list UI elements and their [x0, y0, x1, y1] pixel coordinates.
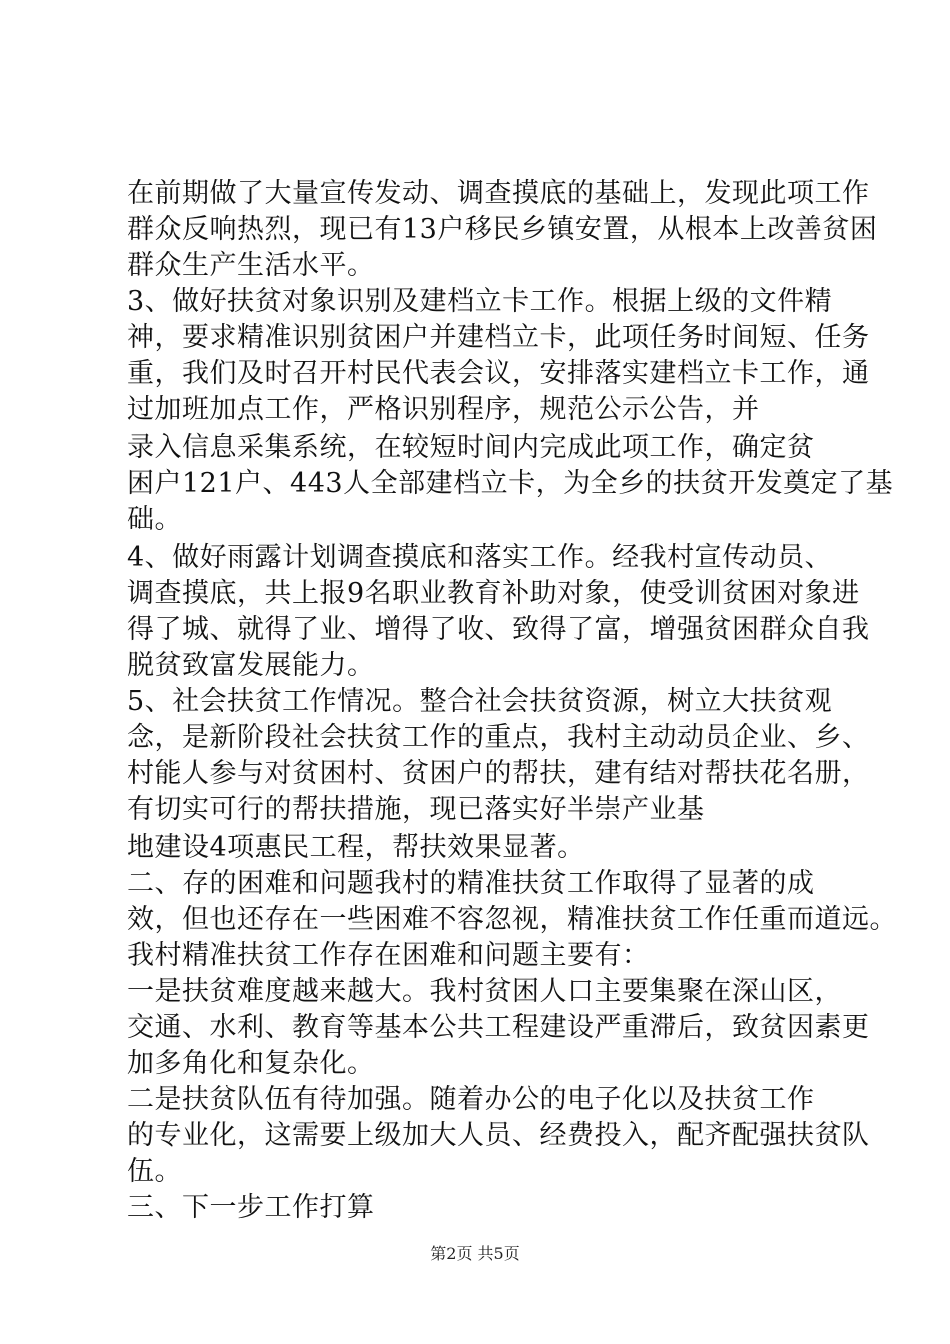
section-heading: 二、存的困难和问题我村的精准扶贫工作取得了显著的成: [127, 868, 815, 899]
text-line: 群众反响热烈，现已有13户移民乡镇安置，从根本上改善贫困: [127, 214, 878, 245]
text-line: 群众生产生活水平。: [127, 250, 375, 281]
text-line: 3、做好扶贫对象识别及建档立卡工作。根据上级的文件精: [127, 286, 833, 317]
text-line: 交通、水利、教育等基本公共工程建设严重滞后，致贫因素更: [127, 1012, 870, 1043]
text-line: 过加班加点工作，严格识别程序，规范公示公告，并: [127, 394, 760, 425]
text-line: 脱贫致富发展能力。: [127, 650, 375, 681]
text-line: 效，但也还存在一些困难不容忽视，精准扶贫工作任重而道远。: [127, 904, 897, 935]
text-line: 困户121户、443人全部建档立卡，为全乡的扶贫开发奠定了基: [127, 468, 894, 499]
text-line: 的专业化，这需要上级加大人员、经费投入，配齐配强扶贫队: [127, 1120, 870, 1151]
text-line: 村能人参与对贫困村、贫困户的帮扶，建有结对帮扶花名册，: [127, 758, 870, 789]
text-line: 得了城、就得了业、增得了收、致得了富，增强贫困群众自我: [127, 614, 870, 645]
text-line: 二是扶贫队伍有待加强。随着办公的电子化以及扶贫工作: [127, 1084, 815, 1115]
section-heading: 三、下一步工作打算: [127, 1192, 375, 1223]
text-line: 一是扶贫难度越来越大。我村贫困人口主要集聚在深山区，: [127, 976, 842, 1007]
text-line: 我村精准扶贫工作存在困难和问题主要有：: [127, 940, 650, 971]
text-line: 5、社会扶贫工作情况。整合社会扶贫资源，树立大扶贫观: [127, 686, 833, 717]
text-line: 4、做好雨露计划调查摸底和落实工作。经我村宣传动员、: [127, 542, 833, 573]
text-line: 有切实可行的帮扶措施，现已落实好半崇产业基: [127, 794, 705, 825]
text-line: 重，我们及时召开村民代表会议，安排落实建档立卡工作，通: [127, 358, 870, 389]
text-line: 在前期做了大量宣传发动、调查摸底的基础上，发现此项工作: [127, 178, 870, 209]
text-line: 加多角化和复杂化。: [127, 1048, 375, 1079]
text-line: 录入信息采集系统，在较短时间内完成此项工作，确定贫: [127, 432, 815, 463]
text-line: 调查摸底，共上报9名职业教育补助对象，使受训贫困对象进: [127, 578, 860, 609]
text-line: 念，是新阶段社会扶贫工作的重点，我村主动动员企业、乡、: [127, 722, 870, 753]
text-line: 神，要求精准识别贫困户并建档立卡，此项任务时间短、任务: [127, 322, 870, 353]
page-number: 第2页 共5页: [430, 1244, 520, 1263]
text-line: 地建设4项惠民工程，帮扶效果显著。: [127, 832, 585, 863]
text-line: 础。: [127, 504, 182, 535]
text-line: 伍。: [127, 1156, 182, 1187]
